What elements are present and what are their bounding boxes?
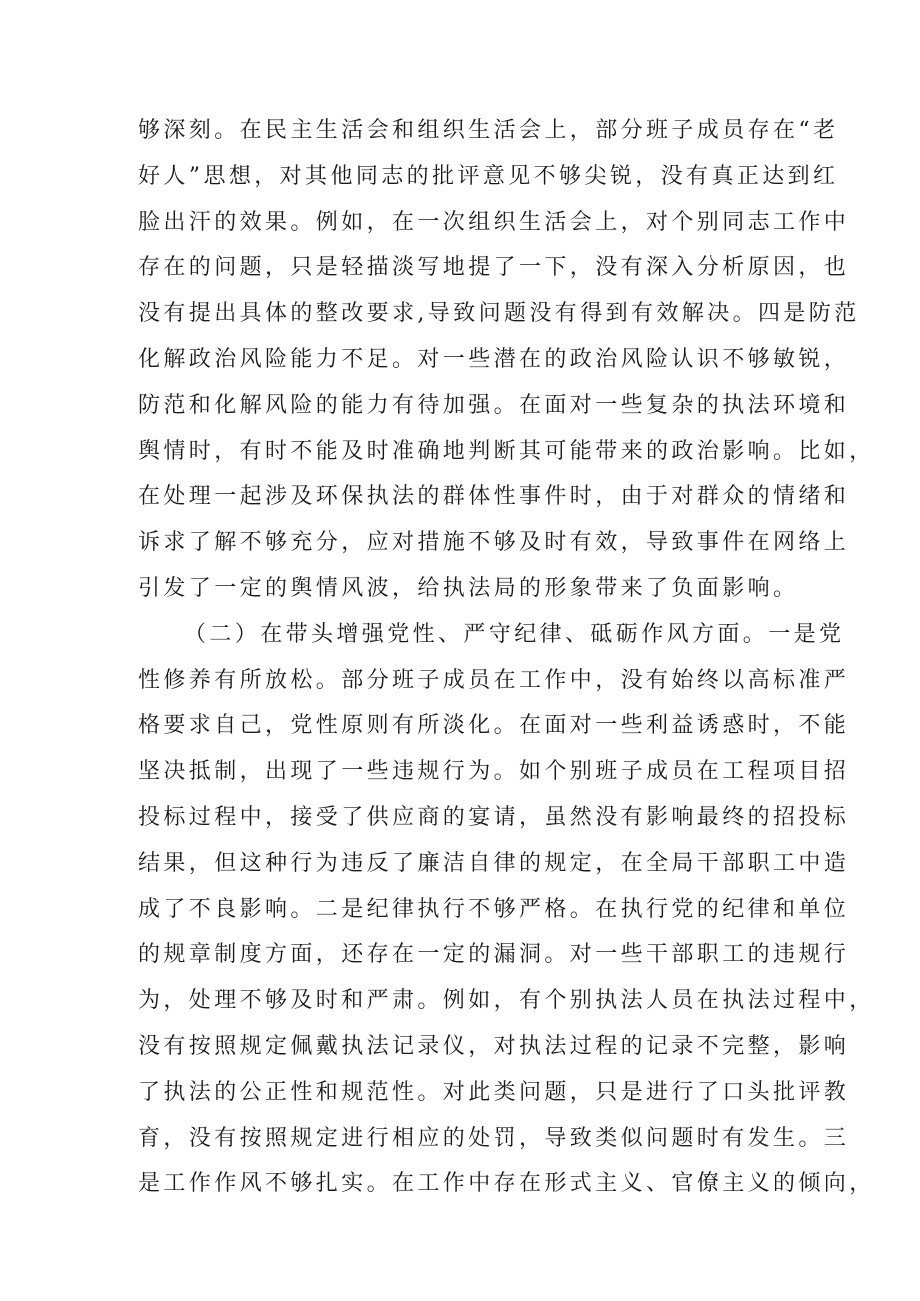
- text-line: 结果，但这种行为违反了廉洁自律的规定，在全局干部职工中造: [138, 850, 850, 876]
- text-line: 诉求了解不够充分，应对措施不够及时有效，导致事件在网络上: [138, 530, 850, 556]
- text-line: 格要求自己，党性原则有所淡化。在面对一些利益诱惑时，不能: [138, 713, 850, 739]
- text-line: 育，没有按照规定进行相应的处罚，导致类似问题时有发生。三: [138, 1125, 850, 1151]
- text-line: 存在的问题，只是轻描淡写地提了一下，没有深入分析原因，也: [138, 255, 850, 281]
- text-line: 了执法的公正性和规范性。对此类问题，只是进行了口头批评教: [138, 1079, 850, 1105]
- text-line: 为，处理不够及时和严肃。例如，有个别执法人员在执法过程中，: [138, 988, 875, 1014]
- text-line: 的规章制度方面，还存在一定的漏洞。对一些干部职工的违规行: [138, 942, 850, 968]
- text-line: 没有按照规定佩戴执法记录仪，对执法过程的记录不完整，影响: [138, 1033, 850, 1059]
- text-line: 防范和化解风险的能力有待加强。在面对一些复杂的执法环境和: [138, 392, 850, 418]
- text-line: 性修养有所放松。部分班子成员在工作中，没有始终以高标准严: [138, 667, 850, 693]
- text-line: 舆情时，有时不能及时准确地判断其可能带来的政治影响。比如，: [138, 438, 875, 464]
- text-line: 够深刻。在民主生活会和组织生活会上，部分班子成员存在“老: [138, 118, 839, 143]
- text-line: 在处理一起涉及环保执法的群体性事件时，由于对群众的情绪和: [138, 484, 850, 510]
- text-line: 好人”思想，对其他同志的批评意见不够尖锐，没有真正达到红: [138, 163, 839, 189]
- text-line: 投标过程中，接受了供应商的宴请，虽然没有影响最终的招投标: [138, 804, 850, 830]
- text-line: 没有提出具体的整改要求,导致问题没有得到有效解决。四是防范: [138, 301, 860, 327]
- text-line: 引发了一定的舆情风波，给执法局的形象带来了负面影响。: [138, 575, 799, 601]
- text-line: 脸出汗的效果。例如，在一次组织生活会上，对个别同志工作中: [138, 209, 850, 235]
- text-line: 化解政治风险能力不足。对一些潜在的政治风险认识不够敏锐，: [138, 346, 850, 372]
- text-line: 成了不良影响。二是纪律执行不够严格。在执行党的纪律和单位: [138, 896, 850, 922]
- section-heading-line: （二）在带头增强党性、严守纪律、砥砺作风方面。一是党: [184, 621, 845, 647]
- text-line: 是工作作风不够扎实。在工作中存在形式主义、官僚主义的倾向，: [138, 1171, 875, 1197]
- text-line: 坚决抵制，出现了一些违规行为。如个别班子成员在工程项目招: [138, 759, 850, 785]
- document-body: [138, 108, 875, 1207]
